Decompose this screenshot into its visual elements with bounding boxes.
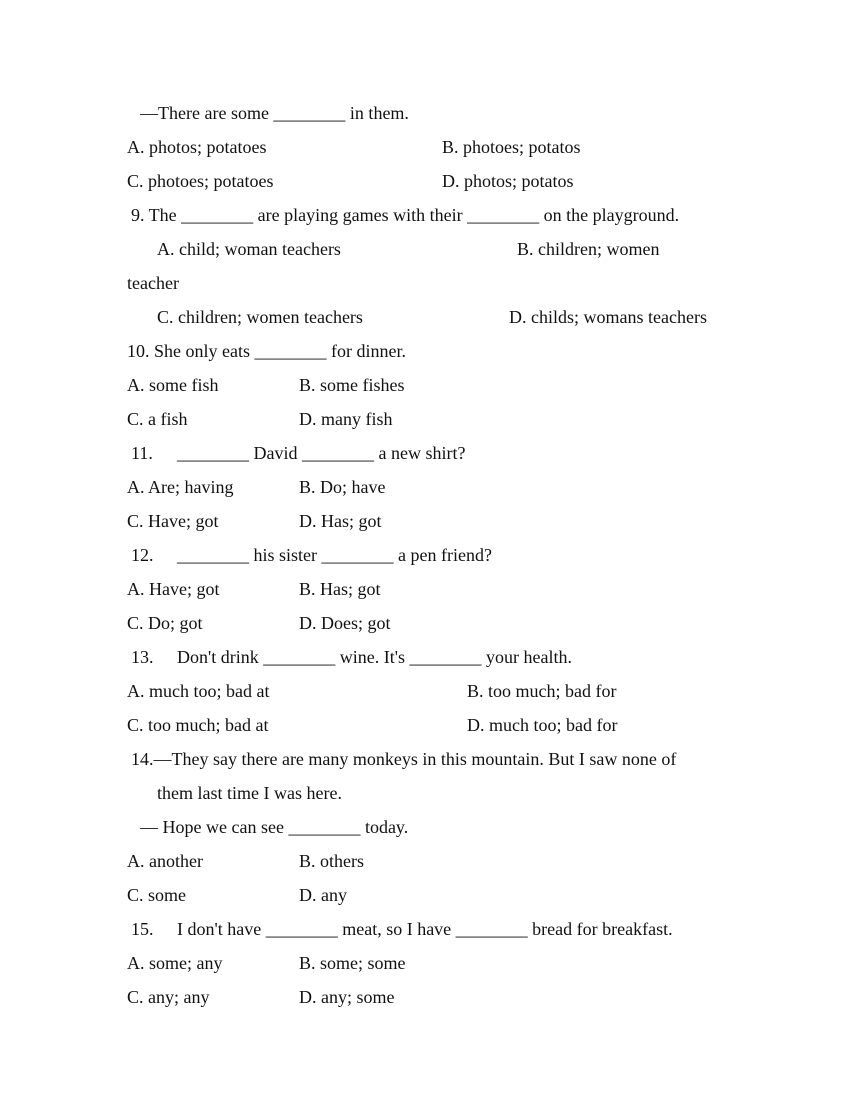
q12-option-c: C. Do; got <box>127 613 203 633</box>
q9-stem: 9. The ________ are playing games with their ________ on the playground. <box>131 205 680 225</box>
q11-number: 11. <box>131 443 153 463</box>
q8-option-d: D. photos; potatos <box>442 171 574 191</box>
q12-option-b: B. Has; got <box>299 579 381 599</box>
q14-stem-wrap: them last time I was here. <box>157 783 342 803</box>
q14-option-b: B. others <box>299 851 364 871</box>
q15-option-b: B. some; some <box>299 953 406 973</box>
q10-option-a: A. some fish <box>127 375 219 395</box>
q10-option-d: D. many fish <box>299 409 393 429</box>
q14-option-a: A. another <box>127 851 203 871</box>
q15-option-d: D. any; some <box>299 987 395 1007</box>
q15-option-c: C. any; any <box>127 987 210 1007</box>
q10-option-b: B. some fishes <box>299 375 405 395</box>
q15-stem: I don't have ________ meat, so I have ________ bread for breakfast. <box>177 919 673 939</box>
q13-number: 13. <box>131 647 154 667</box>
q10-option-c: C. a fish <box>127 409 188 429</box>
q15-option-a: A. some; any <box>127 953 223 973</box>
q13-option-b: B. too much; bad for <box>467 681 617 701</box>
q11-option-b: B. Do; have <box>299 477 386 497</box>
q9-option-b-wrap: teacher <box>127 273 179 293</box>
q11-option-d: D. Has; got <box>299 511 382 531</box>
q8-option-c: C. photoes; potatoes <box>127 171 274 191</box>
q10-stem: 10. She only eats ________ for dinner. <box>127 341 406 361</box>
q13-option-d: D. much too; bad for <box>467 715 618 735</box>
q12-stem: ________ his sister ________ a pen friend? <box>177 545 492 565</box>
q12-option-d: D. Does; got <box>299 613 391 633</box>
q12-number: 12. <box>131 545 154 565</box>
q13-stem: Don't drink ________ wine. It's ________ your health. <box>177 647 572 667</box>
q8-option-a: A. photos; potatoes <box>127 137 267 157</box>
q14-reply: — Hope we can see ________ today. <box>140 817 409 837</box>
q9-option-c: C. children; women teachers <box>157 307 363 327</box>
q9-option-a: A. child; woman teachers <box>157 239 341 259</box>
q9-option-b: B. children; women <box>517 239 660 259</box>
q8-option-b: B. photoes; potatos <box>442 137 581 157</box>
q15-number: 15. <box>131 919 154 939</box>
q13-option-c: C. too much; bad at <box>127 715 269 735</box>
q11-option-a: A. Are; having <box>127 477 234 497</box>
q9-option-d: D. childs; womans teachers <box>509 307 707 327</box>
q14-option-c: C. some <box>127 885 187 905</box>
q14-stem: 14.—They say there are many monkeys in this mountain. But I saw none of <box>131 749 677 769</box>
q11-stem: ________ David ________ a new shirt? <box>177 443 466 463</box>
q14-option-d: D. any <box>299 885 347 905</box>
q13-option-a: A. much too; bad at <box>127 681 270 701</box>
q12-option-a: A. Have; got <box>127 579 220 599</box>
q11-option-c: C. Have; got <box>127 511 219 531</box>
q8-stem-continuation: —There are some ________ in them. <box>140 103 409 123</box>
